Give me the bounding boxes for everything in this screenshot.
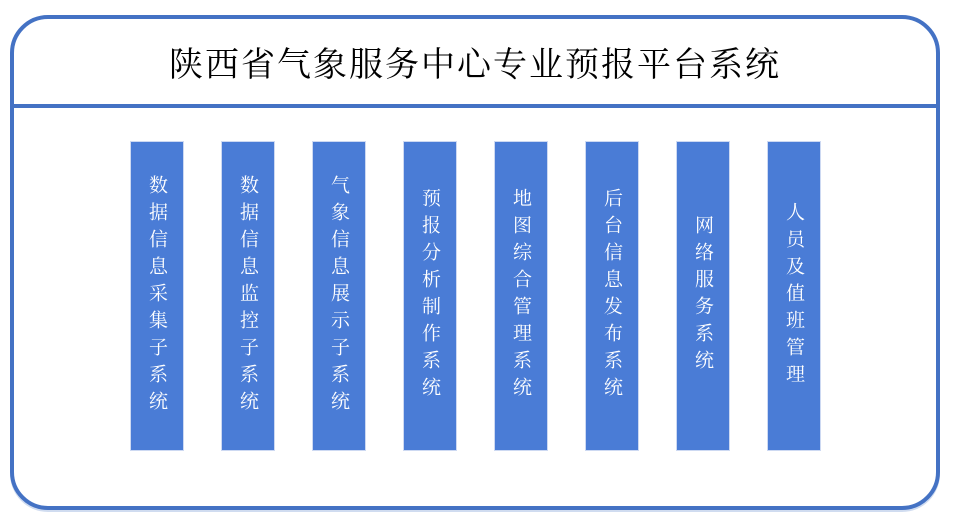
diagram-frame [10, 15, 940, 510]
bar-label: 后台信息发布系统 [601, 188, 622, 404]
bar-weather-info-display-subsystem [313, 142, 365, 450]
bar-data-info-monitoring-subsystem [222, 142, 274, 450]
bar-network-service-system [677, 142, 729, 450]
bar-label: 地图综合管理系统 [510, 188, 531, 404]
bar-label: 数据信息采集子系统 [146, 174, 167, 418]
bar-label: 气象信息展示子系统 [328, 174, 349, 418]
diagram-title: 陕西省气象服务中心专业预报平台系统 [169, 47, 781, 84]
bar-data-info-collection-subsystem [131, 142, 183, 450]
bar-map-comprehensive-management-system [495, 142, 547, 450]
diagram-title-row [14, 19, 936, 108]
bar-label: 人员及值班管理 [783, 201, 804, 391]
bar-backend-info-publishing-system [586, 142, 638, 450]
bar-personnel-duty-management [768, 142, 820, 450]
bar-label: 数据信息监控子系统 [237, 174, 258, 418]
bar-label: 预报分析制作系统 [419, 188, 440, 404]
bar-forecast-analysis-production-system [404, 142, 456, 450]
subsystem-bars [14, 142, 936, 450]
bar-label: 网络服务系统 [692, 215, 713, 377]
